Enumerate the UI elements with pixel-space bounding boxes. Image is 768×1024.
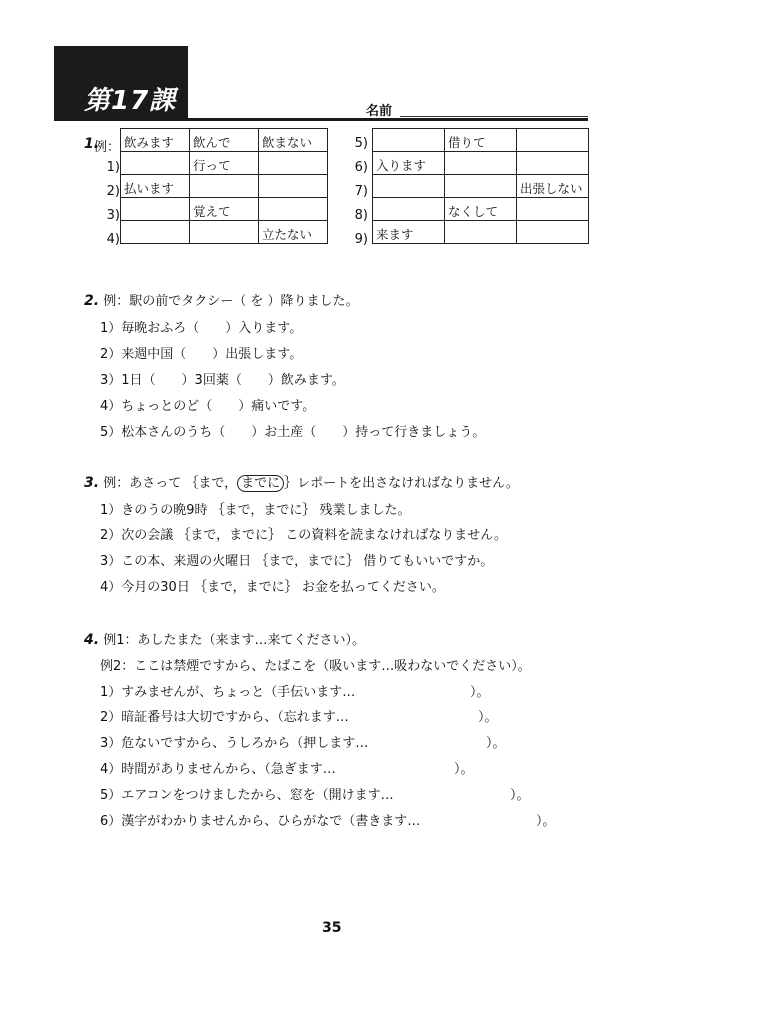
section4-example2: 例2：ここは禁煙ですから、たばこを（吸います…吸わないでください）。 [100, 659, 531, 674]
table-cell: 行って [190, 152, 259, 175]
exercise-line: 1）きのうの晩9時 ｛まで，までに｝ 残業しました。 [100, 503, 411, 518]
page-number: 35 [322, 920, 342, 936]
row-label: 6) [354, 160, 368, 175]
example-text: 例：あさって ｛まで， [103, 476, 238, 491]
table-cell [517, 129, 589, 152]
row-label: 5) [354, 136, 368, 151]
table-cell [373, 175, 445, 198]
table-cell: 立たない [259, 221, 328, 244]
exercise-line: 3）この本、来週の火曜日 ｛まで，までに｝ 借りてもいいですか。 [100, 554, 494, 569]
table-cell [445, 221, 517, 244]
exercise-line: 6）漢字がわかりませんから、ひらがなで（書きます… [100, 814, 421, 829]
section1-number: 1. [84, 136, 100, 152]
exercise-line: 3）危ないですから、うしろから（押します… [100, 736, 369, 751]
example-text: ｝レポートを出さなければなりません。 [284, 476, 519, 491]
exercise-line: 3）1日（ ）3回薬（ ）飲みます。 [100, 373, 345, 388]
closing-paren: ）。 [536, 814, 556, 829]
circled-answer: までに [237, 475, 284, 492]
table-cell [373, 129, 445, 152]
header-rule [54, 118, 588, 121]
closing-paren: ）。 [470, 685, 490, 700]
table-cell [121, 221, 190, 244]
section4-example1 [84, 629, 365, 648]
section4-number: 4. [84, 632, 100, 648]
lesson-title: 第17課 [84, 86, 177, 116]
example-text: 例1：あしたまた（来ます…来てください）。 [103, 633, 365, 648]
table-cell: 覚えて [190, 198, 259, 221]
exercise-line: 5）エアコンをつけましたから、窓を（開けます… [100, 788, 394, 803]
table-cell: 出張しない [517, 175, 589, 198]
table-cell: なくして [445, 198, 517, 221]
table-cell [373, 198, 445, 221]
table-cell [517, 221, 589, 244]
row-label: 9) [354, 232, 368, 247]
exercise-line: 2）次の会議 ｛まで，までに｝ この資料を読まなければなりません。 [100, 528, 508, 543]
section2-example [84, 290, 358, 309]
exercise-line: 1）すみませんが、ちょっと（手伝います… [100, 685, 356, 700]
row-label: 7) [354, 184, 368, 199]
section2-number: 2. [84, 293, 100, 309]
exercise-line: 2）暗証番号は大切ですから、（忘れます… [100, 710, 349, 725]
exercise-line: 1）毎晩おふろ（ ）入ります。 [100, 321, 303, 336]
table-cell: 借りて [445, 129, 517, 152]
closing-paren: ）。 [478, 710, 498, 725]
row-label: 8) [354, 208, 368, 223]
table-cell: 飲んで [190, 129, 259, 152]
section3-example [84, 472, 519, 491]
conjugation-table-left [120, 128, 328, 244]
table-cell: 払います [121, 175, 190, 198]
table-cell [121, 152, 190, 175]
table-cell [517, 198, 589, 221]
table-cell [190, 221, 259, 244]
table-cell [121, 198, 190, 221]
row-label: 4) [106, 232, 120, 247]
name-line [400, 116, 588, 117]
exercise-line: 4）今月の30日 ｛まで，までに｝ お金を払ってください。 [100, 580, 445, 595]
table-cell [445, 175, 517, 198]
row-label: 3) [106, 208, 120, 223]
table-cell [517, 152, 589, 175]
closing-paren: ）。 [486, 736, 506, 751]
conjugation-table-right [372, 128, 589, 244]
table-cell [190, 175, 259, 198]
table-cell: 来ます [373, 221, 445, 244]
table-cell [259, 198, 328, 221]
table-cell: 飲まない [259, 129, 328, 152]
table-cell [259, 175, 328, 198]
table-cell [445, 152, 517, 175]
exercise-line: 4）ちょっとのど（ ）痛いです。 [100, 399, 316, 414]
closing-paren: ）。 [510, 788, 530, 803]
name-label: 名前 [366, 104, 393, 119]
table-cell: 入ります [373, 152, 445, 175]
row-label: 2) [106, 184, 120, 199]
section3-number: 3. [84, 475, 100, 491]
closing-paren: ）。 [454, 762, 474, 777]
exercise-line: 4）時間がありませんから、（急ぎます… [100, 762, 336, 777]
example-text: 例：駅の前でタクシー（ を ）降りました。 [103, 294, 359, 309]
table-cell: 飲みます [121, 129, 190, 152]
table-cell [259, 152, 328, 175]
exercise-line: 5）松本さんのうち（ ）お土産（ ）持って行きましょう。 [100, 425, 486, 440]
row-label: 例： [93, 140, 120, 155]
row-label: 1) [106, 160, 120, 175]
exercise-line: 2）来週中国（ ）出張します。 [100, 347, 303, 362]
